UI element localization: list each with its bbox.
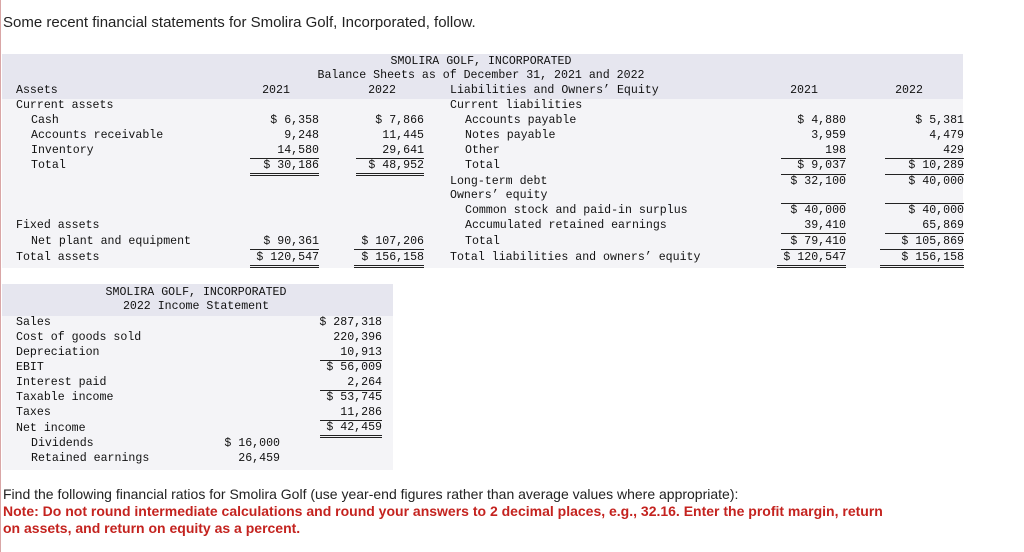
cogs-label: Cost of goods sold xyxy=(16,331,142,344)
ca-total-2022: $ 48,952 xyxy=(356,159,424,176)
total-liabilities-2021: $ 120,547 xyxy=(777,251,846,268)
bs-title: SMOLIRA GOLF, INCORPORATED xyxy=(390,55,572,68)
depreciation-value: 10,913 xyxy=(320,346,382,361)
ebit-label: EBIT xyxy=(16,361,44,374)
net-income-label: Net income xyxy=(16,422,86,435)
is-subtitle: 2022 Income Statement xyxy=(122,300,270,313)
cash-2021: $ 6,358 xyxy=(270,114,319,127)
total-liabilities-label: Total liabilities and owners’ equity xyxy=(450,251,701,264)
other-label: Other xyxy=(465,144,500,157)
liabilities-header: Liabilities and Owners’ Equity xyxy=(450,84,659,97)
sales-value: $ 287,318 xyxy=(319,316,382,329)
cl-total-2021: $ 9,037 xyxy=(797,159,846,172)
ar-2021: 9,248 xyxy=(284,129,319,142)
cl-total-label: Total xyxy=(465,159,500,172)
oe-total-2021: $ 79,410 xyxy=(781,235,846,250)
total-assets-2022: $ 156,158 xyxy=(354,251,424,268)
ltd-2022: $ 40,000 xyxy=(885,174,964,189)
year-2022-liab: 2022 xyxy=(895,84,923,97)
taxable-income-label: Taxable income xyxy=(16,391,114,404)
cogs-value: 220,396 xyxy=(333,331,382,344)
other-2021: 198 xyxy=(781,144,846,159)
taxes-value: 11,286 xyxy=(320,406,382,421)
total-assets-label: Total assets xyxy=(16,251,100,264)
retained-earnings-label: Retained earnings xyxy=(31,452,150,465)
fixed-assets-label: Fixed assets xyxy=(16,219,100,232)
inventory-2021: 14,580 xyxy=(250,144,319,159)
intro-text: Some recent financial statements for Smolira Golf, Incorporated, follow. xyxy=(3,14,476,31)
cs-label: Common stock and paid-in surplus xyxy=(465,204,688,217)
interest-label: Interest paid xyxy=(16,376,107,389)
taxes-label: Taxes xyxy=(16,406,51,419)
left-margin-rule xyxy=(0,0,1,552)
np-2022: 4,479 xyxy=(929,129,964,142)
ap-2021: $ 4,880 xyxy=(797,114,846,127)
npe-2021: $ 90,361 xyxy=(250,235,319,250)
question-text: Find the following financial ratios for Smolira Golf (use year-end figures rather than average values where appropriate): xyxy=(3,486,739,502)
ap-2022: $ 5,381 xyxy=(915,114,964,127)
npe-label: Net plant and equipment xyxy=(31,235,192,248)
total-assets-2021: $ 120,547 xyxy=(250,251,319,268)
cash-label: Cash xyxy=(31,114,59,127)
inventory-2022: 29,641 xyxy=(356,144,424,159)
net-income-value: $ 42,459 xyxy=(320,421,382,438)
ar-2022: 11,445 xyxy=(382,129,424,142)
ltd-label: Long-term debt xyxy=(450,175,548,188)
assets-header: Assets xyxy=(16,84,58,97)
total-liabilities-2022: $ 156,158 xyxy=(880,251,964,268)
interest-value: 2,264 xyxy=(320,376,382,391)
ca-total-2021: $ 30,186 xyxy=(250,159,319,176)
dividends-value: $ 16,000 xyxy=(224,437,280,450)
re-2022: 65,869 xyxy=(885,219,964,234)
ltd-2021: $ 32,100 xyxy=(781,174,846,189)
inventory-label: Inventory xyxy=(31,144,94,157)
ap-label: Accounts payable xyxy=(465,114,577,127)
npe-2022: $ 107,206 xyxy=(354,235,424,250)
cs-2022: $ 40,000 xyxy=(885,203,964,218)
depreciation-label: Depreciation xyxy=(16,346,100,359)
sales-label: Sales xyxy=(16,316,51,329)
year-2021-liab: 2021 xyxy=(790,84,818,97)
np-2021: 3,959 xyxy=(811,129,846,142)
cl-total-2022: $ 10,289 xyxy=(908,159,964,172)
oe-total-label: Total xyxy=(465,235,500,248)
is-title: SMOLIRA GOLF, INCORPORATED xyxy=(105,286,287,299)
ar-label: Accounts receivable xyxy=(31,129,164,142)
bs-subtitle: Balance Sheets as of December 31, 2021 and 2022 xyxy=(317,69,645,82)
year-2021-assets: 2021 xyxy=(262,84,290,97)
ca-total-label: Total xyxy=(31,159,66,172)
current-assets-label: Current assets xyxy=(16,99,114,112)
current-liabilities-label: Current liabilities xyxy=(450,99,583,112)
np-label: Notes payable xyxy=(465,129,556,142)
instruction-note: Note: Do not round intermediate calculations and round your answers to 2 decimal places, e.g., 32.16. Enter the profit margin, return on assets, and return on equity as a percent. xyxy=(3,503,883,536)
taxable-income-value: $ 53,745 xyxy=(326,391,382,404)
other-2022: 429 xyxy=(885,144,964,159)
retained-earnings-value: 26,459 xyxy=(238,452,280,465)
cs-2021: $ 40,000 xyxy=(781,203,846,218)
oe-total-2022: $ 105,869 xyxy=(880,235,964,250)
dividends-label: Dividends xyxy=(31,437,94,450)
owners-equity-label: Owners’ equity xyxy=(450,189,548,202)
cash-2022: $ 7,866 xyxy=(375,114,424,127)
year-2022-assets: 2022 xyxy=(368,84,396,97)
ebit-value: $ 56,009 xyxy=(326,361,382,374)
re-2021: 39,410 xyxy=(781,219,846,234)
re-label: Accumulated retained earnings xyxy=(465,219,667,232)
